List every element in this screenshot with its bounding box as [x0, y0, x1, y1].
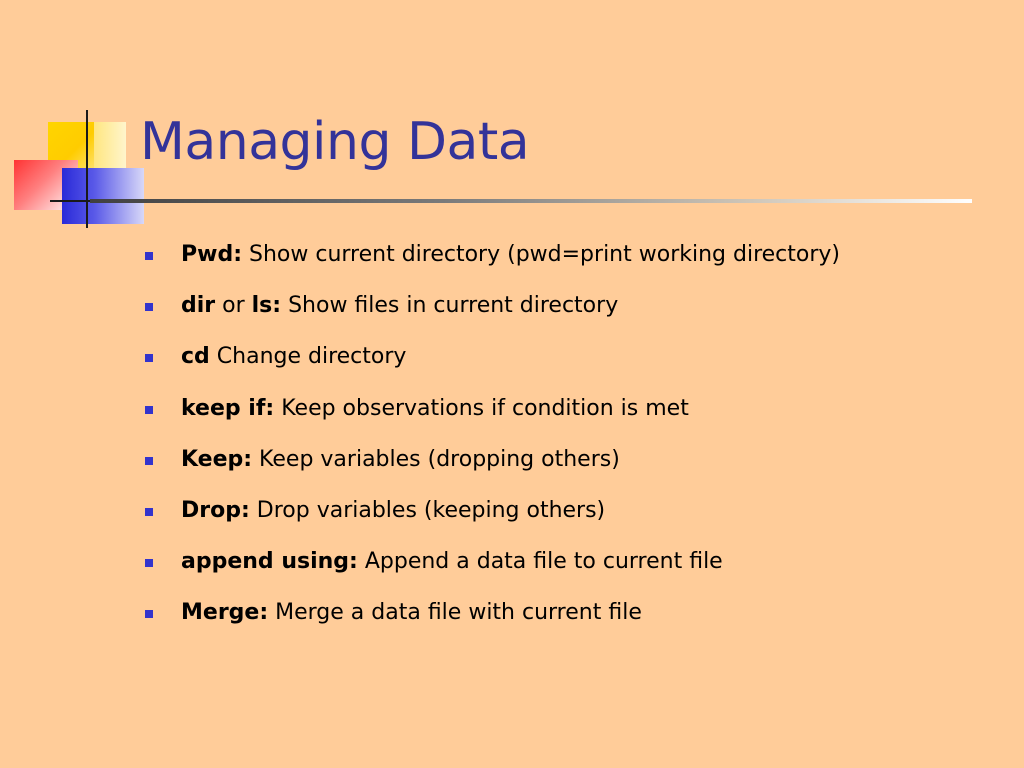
title-divider: [90, 199, 972, 203]
yellow-fade-square-icon: [94, 122, 126, 168]
bullet-item: [145, 236, 840, 287]
bullet-term: Merge:: [181, 600, 269, 626]
bullet-text: Append a data file to current file: [357, 549, 723, 575]
bullet-term: dir: [181, 293, 216, 319]
bullet-list: [145, 236, 840, 646]
vertical-line-icon: [86, 110, 88, 228]
bullet-item: [145, 543, 840, 594]
bullet-item: [145, 594, 840, 645]
bullet-text: Drop variables (keeping others): [249, 497, 606, 523]
square-bullet-icon: [145, 559, 153, 567]
bullet-item: [145, 441, 840, 492]
bullet-item: [145, 492, 840, 543]
bullet-text: Merge a data file with current file: [268, 600, 642, 626]
bullet-text: Keep variables (dropping others): [252, 446, 620, 472]
bullet-item: [145, 390, 840, 441]
square-bullet-icon: [145, 508, 153, 516]
bullet-term: keep if:: [181, 395, 275, 421]
bullet-term: Pwd:: [181, 242, 242, 267]
square-bullet-icon: [145, 406, 153, 414]
square-bullet-icon: [145, 354, 153, 362]
bullet-term: Drop:: [181, 497, 250, 523]
square-bullet-icon: [145, 252, 153, 260]
bullet-item: [145, 338, 840, 389]
square-bullet-icon: [145, 457, 153, 465]
bullet-term: Keep:: [181, 446, 253, 472]
bullet-connector: or: [215, 293, 252, 319]
bullet-term: append using:: [181, 549, 358, 575]
bullet-text: Show files in current directory: [281, 293, 619, 319]
square-bullet-icon: [145, 610, 153, 618]
bullet-text: Change directory: [209, 344, 407, 370]
blue-square-icon: [62, 168, 144, 224]
bullet-term: cd: [181, 344, 210, 370]
bullet-text: Show current directory (pwd=print working directory): [242, 242, 840, 267]
slide-title: Managing Data: [140, 112, 530, 172]
bullet-item: [145, 287, 840, 338]
bullet-term-secondary: ls:: [251, 293, 282, 319]
bullet-text: Keep observations if condition is met: [274, 395, 689, 421]
square-bullet-icon: [145, 303, 153, 311]
